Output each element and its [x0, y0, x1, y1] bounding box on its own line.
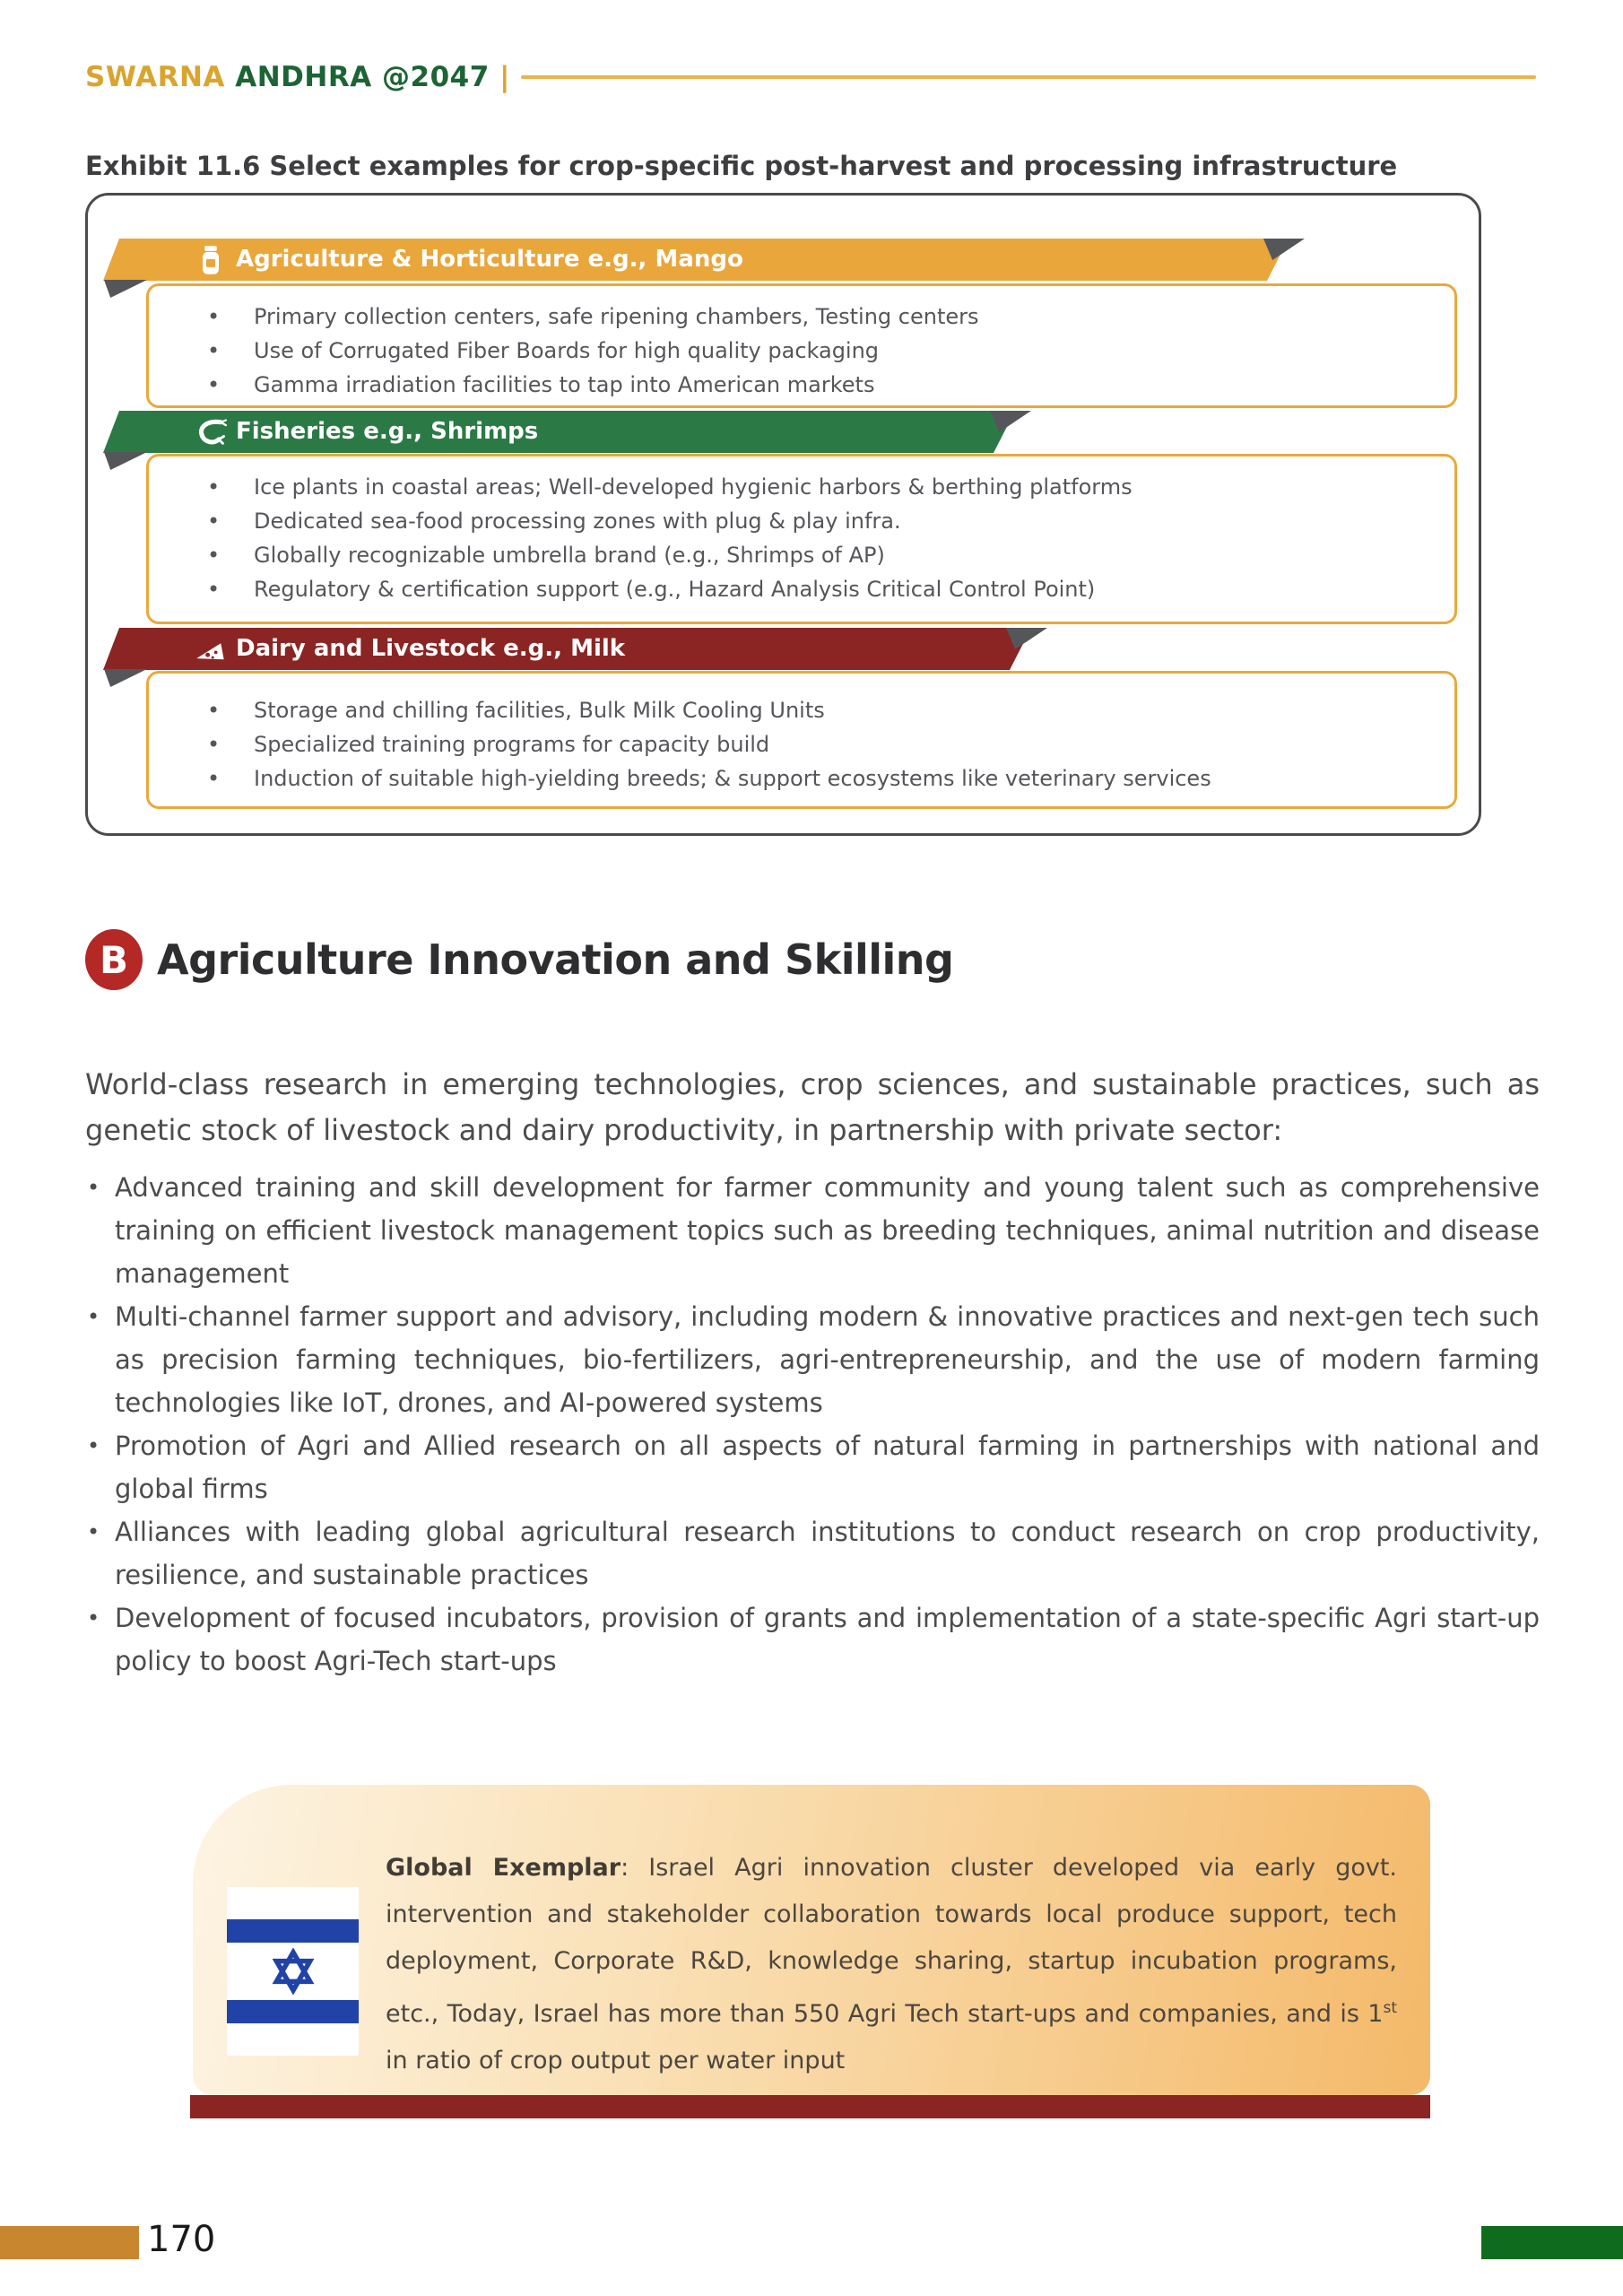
- israel-flag: [227, 1887, 359, 2056]
- section-b-heading: Agriculture Innovation and Skilling: [157, 935, 954, 984]
- section-b-badge: B: [85, 929, 143, 990]
- banner-fisheries: [103, 411, 1015, 453]
- bullet-box-fisheries: [146, 454, 1457, 624]
- list-item: • Dedicated sea-food processing zones with plug & play infra.: [254, 504, 1429, 538]
- flag-stripe: [227, 1919, 359, 1943]
- banner-title: Agriculture & Horticulture e.g., Mango: [236, 246, 743, 273]
- bullet-list: [149, 286, 1454, 402]
- header-rule: [521, 75, 1536, 79]
- star-of-david-icon: [270, 1948, 317, 1995]
- list-item: • Regulatory & certification support (e.g., Hazard Analysis Critical Control Point): [254, 572, 1429, 606]
- exemplar-label: Global Exemplar: [386, 1854, 621, 1882]
- list-item: • Storage and chilling facilities, Bulk Milk Cooling Units: [254, 693, 1429, 727]
- flag-stripe: [227, 2000, 359, 2023]
- intro-paragraph: World-class research in emerging technologies, crop sciences, and sustainable practices, such as genetic stock of livestock and dairy productivity, in partnership with private sector:: [85, 1067, 1540, 1147]
- exhibit-title: Exhibit 11.6 Select examples for crop-specific post-harvest and processing infrastructure: [85, 151, 1398, 181]
- ordinal-superscript: st: [1383, 1999, 1397, 2017]
- jar-icon: [195, 244, 227, 276]
- exemplar-card: [193, 1785, 1430, 2095]
- brand-divider: |: [499, 61, 510, 93]
- bullet-box-dairy: [146, 671, 1457, 809]
- list-item: • Advanced training and skill development for farmer community and young talent such as comprehensive training on efficient livestock management topics such as breeding techniques, animal nutrition and disease management: [85, 1166, 1540, 1295]
- bullet-list: [149, 457, 1454, 606]
- list-item: • Ice plants in coastal areas; Well-developed hygienic harbors & berthing platforms: [254, 470, 1429, 504]
- section-b-header: [85, 929, 1540, 990]
- footer-gold-bar: [0, 2226, 139, 2259]
- banner-title: Dairy and Livestock e.g., Milk: [236, 635, 626, 662]
- cheese-icon: [195, 633, 227, 665]
- list-item: • Use of Corrugated Fiber Boards for high quality packaging: [254, 334, 1429, 368]
- list-item: • Development of focused incubators, provision of grants and implementation of a state-specific Agri start-up policy to boost Agri-Tech start-ups: [85, 1596, 1540, 1683]
- list-item: • Gamma irradiation facilities to tap into American markets: [254, 368, 1429, 402]
- bullet-list: [149, 674, 1454, 796]
- banner-title: Fisheries e.g., Shrimps: [236, 418, 539, 445]
- exemplar-bottom-bar: [190, 2095, 1430, 2118]
- section-b: [85, 929, 1540, 1683]
- banner-dairy-livestock: [103, 628, 1031, 670]
- list-item: • Specialized training programs for capacity build: [254, 727, 1429, 761]
- bullet-box-agriculture: [146, 283, 1457, 408]
- exemplar-text: Global Exemplar: Israel Agri innovation cluster developed via early govt. intervention and stakeholder collaboration towards local produce support, tech deployment, Corporate R&D, knowledge sharing, startup incubation programs, etc., Today, Israel has more than 550 Agri Tech start-ups and companies, and is 1st in ratio of crop output per water input: [386, 1854, 1397, 2074]
- footer-green-bar: [1481, 2226, 1623, 2259]
- page-number: 170: [147, 2219, 216, 2260]
- brand-title: [85, 61, 510, 93]
- shrimp-icon: [195, 416, 227, 448]
- list-item: • Primary collection centers, safe ripening chambers, Testing centers: [254, 300, 1429, 334]
- list-item: • Multi-channel farmer support and advisory, including modern & innovative practices and next-gen tech such as precision farming techniques, bio-fertilizers, agri-entrepreneurship, and the use of modern farming technologies like IoT, drones, and AI-powered systems: [85, 1295, 1540, 1424]
- page-header: [85, 61, 1536, 93]
- section-b-list: [85, 1166, 1540, 1683]
- list-item: • Induction of suitable high-yielding breeds; & support ecosystems like veterinary services: [254, 761, 1429, 796]
- brand-green: ANDHRA @2047: [235, 61, 490, 93]
- list-item: • Promotion of Agri and Allied research on all aspects of natural farming in partnerships with national and global firms: [85, 1424, 1540, 1510]
- brand-gold: SWARNA: [85, 61, 225, 93]
- banner-agriculture-horticulture: [103, 239, 1289, 281]
- list-item: • Globally recognizable umbrella brand (e.g., Shrimps of AP): [254, 538, 1429, 572]
- list-item: • Alliances with leading global agricultural research institutions to conduct research on crop productivity, resilience, and sustainable practices: [85, 1510, 1540, 1596]
